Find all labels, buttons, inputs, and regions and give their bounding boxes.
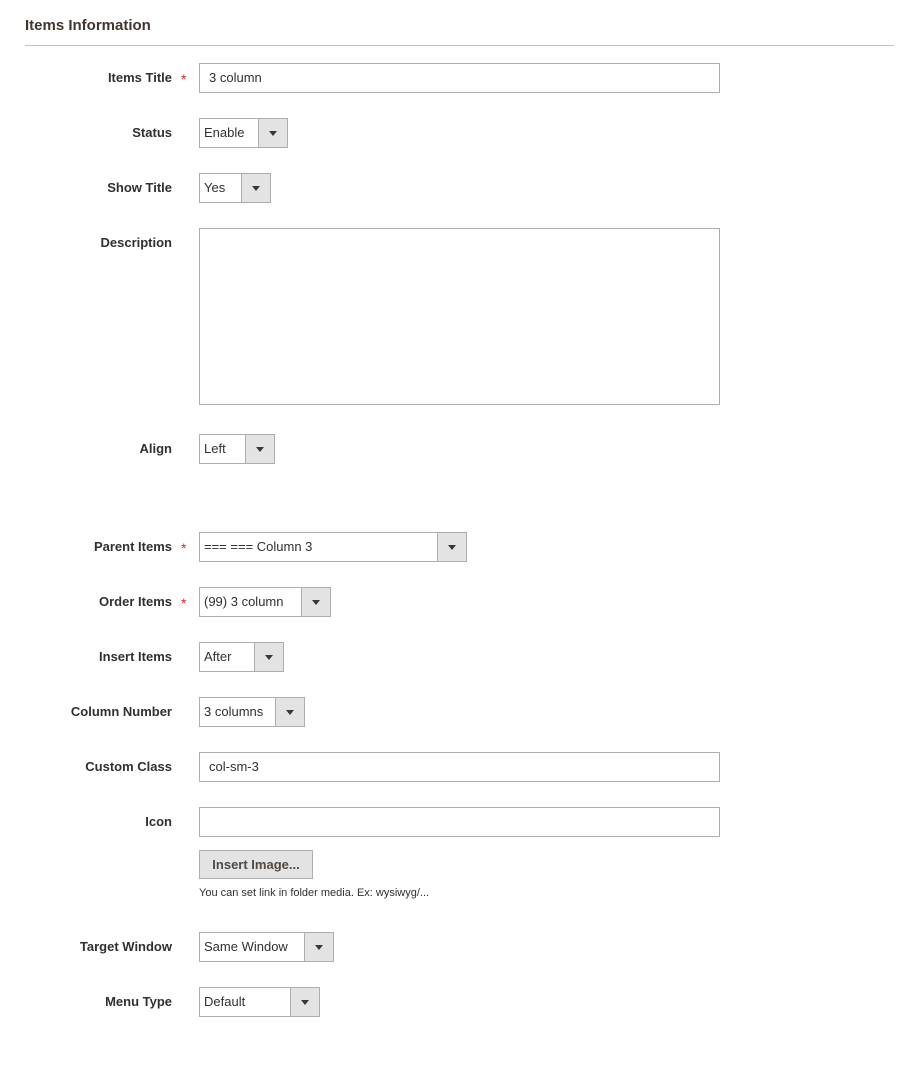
- description-textarea[interactable]: [199, 228, 720, 405]
- chevron-down-icon: [252, 186, 260, 191]
- show-title-select-value: Yes: [204, 180, 226, 195]
- required-marker: *: [181, 71, 187, 87]
- column-number-label: Column Number: [70, 704, 172, 719]
- order-items-dropdown-button[interactable]: [301, 588, 330, 616]
- insert-items-dropdown-button[interactable]: [254, 643, 283, 671]
- chevron-down-icon: [301, 1000, 309, 1005]
- order-items-label: Order Items: [99, 594, 172, 609]
- insert-items-select[interactable]: [199, 642, 284, 672]
- show-title-label: Show Title: [107, 180, 172, 195]
- parent-items-label: Parent Items: [93, 539, 172, 554]
- column-number-select-value: 3 columns: [204, 704, 264, 719]
- chevron-down-icon: [256, 447, 264, 452]
- parent-items-dropdown-button[interactable]: [437, 533, 466, 561]
- status-label: Status: [132, 125, 172, 140]
- menu-type-dropdown-button[interactable]: [290, 988, 319, 1016]
- target-window-dropdown-button[interactable]: [304, 933, 333, 961]
- menu-type-select[interactable]: [199, 987, 320, 1017]
- column-number-select[interactable]: [199, 697, 305, 727]
- column-number-dropdown-button[interactable]: [275, 698, 304, 726]
- section-divider: [25, 45, 894, 46]
- align-label: Align: [139, 441, 172, 456]
- show-title-dropdown-button[interactable]: [241, 174, 270, 202]
- insert-items-select-value: After: [204, 649, 232, 664]
- chevron-down-icon: [312, 600, 320, 605]
- target-window-label: Target Window: [79, 939, 172, 954]
- icon-help-note: You can set link in folder media. Ex: wysiwyg/...: [199, 887, 430, 899]
- custom-class-input[interactable]: col-sm-3: [199, 752, 720, 782]
- insert-items-label: Insert Items: [99, 649, 172, 664]
- chevron-down-icon: [448, 545, 456, 550]
- items-title-label: Items Title: [107, 70, 172, 85]
- align-dropdown-button[interactable]: [245, 435, 274, 463]
- icon-label: Icon: [145, 814, 172, 829]
- menu-type-label: Menu Type: [105, 994, 172, 1009]
- align-select-value: Left: [204, 441, 226, 456]
- status-select-value: Enable: [204, 125, 245, 140]
- chevron-down-icon: [286, 710, 294, 715]
- parent-items-select-value: === === Column 3: [204, 539, 313, 554]
- menu-type-select-value: Default: [204, 994, 246, 1009]
- order-items-select-value: (99) 3 column: [204, 594, 284, 609]
- items-title-input[interactable]: 3 column: [199, 63, 720, 93]
- insert-image-button[interactable]: Insert Image...: [199, 850, 313, 879]
- icon-input[interactable]: [199, 807, 720, 837]
- required-marker: *: [181, 595, 187, 611]
- section-title: Items Information: [25, 17, 151, 34]
- chevron-down-icon: [315, 945, 323, 950]
- required-marker: *: [181, 540, 187, 556]
- show-title-select[interactable]: [199, 173, 271, 203]
- chevron-down-icon: [269, 131, 277, 136]
- align-select[interactable]: [199, 434, 275, 464]
- description-label: Description: [100, 235, 172, 250]
- chevron-down-icon: [265, 655, 273, 660]
- parent-items-select[interactable]: [199, 532, 467, 562]
- status-dropdown-button[interactable]: [258, 119, 287, 147]
- target-window-select-value: Same Window: [204, 939, 288, 954]
- custom-class-label: Custom Class: [85, 759, 172, 774]
- status-select[interactable]: [199, 118, 288, 148]
- target-window-select[interactable]: [199, 932, 334, 962]
- order-items-select[interactable]: [199, 587, 331, 617]
